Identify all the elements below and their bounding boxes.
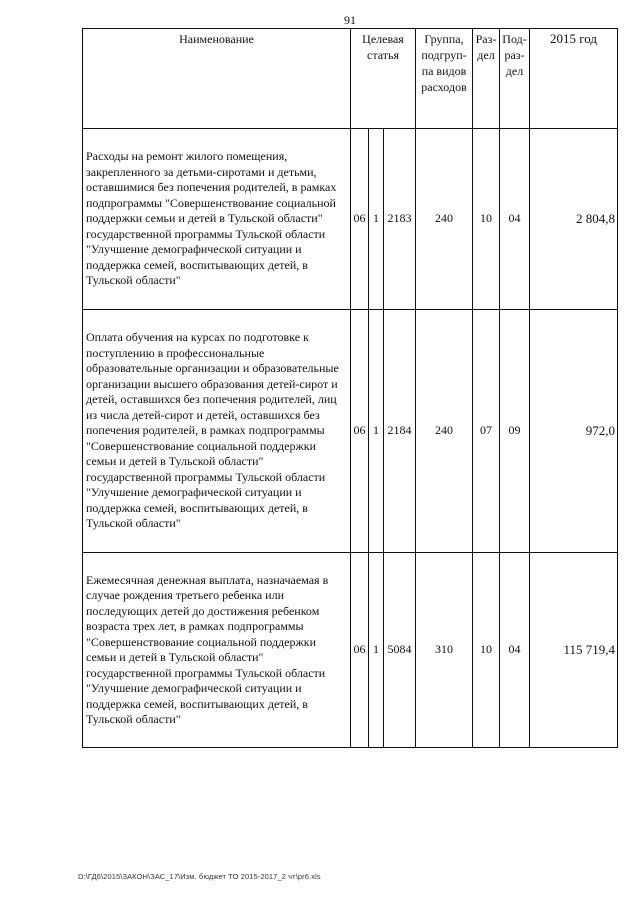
header-year: 2015 год xyxy=(530,29,618,129)
page-number: 91 xyxy=(344,13,356,27)
row-amount: 115 719,4 xyxy=(530,553,618,748)
row-subsection: 04 xyxy=(500,129,530,310)
row-article-program: 06 xyxy=(351,129,369,310)
row-name: Оплата обучения на курсах по подготовке к поступлению в профессиональные образовательные организации и образовательные организации высшего образования детей-сирот и детей, оставшихся без попечения родителей, лиц из числа детей-сирот и детей, оставшихся без попечения родителей, в рамках подпрограммы "Совершенствование социальной поддержки семьи и детей в Тульской области" государственной программы Тульской области "Улучшение демографической ситуации и поддержка семей, воспитывающих детей, в Тульской области" xyxy=(83,310,351,553)
file-path-footer: D:\ГД6\2015\ЗАКОН\ЗАС_17\Изм. бюджет ТО 2015-2017_2 чт\pr6.xls xyxy=(78,872,321,881)
table-row xyxy=(83,553,618,748)
row-article-subprogram: 1 xyxy=(369,553,384,748)
table-row xyxy=(83,129,618,310)
row-article-program: 06 xyxy=(351,310,369,553)
header-section: Раз-дел xyxy=(473,29,500,129)
row-section: 10 xyxy=(473,129,500,310)
row-name: Расходы на ремонт жилого помещения, закрепленного за детьми-сиротами и детьми, оставшимися без попечения родителей, в рамках подпрограммы "Совершенствование социальной поддержки семьи и детей в Тульской области" государственной программы Тульской области "Улучшение демографической ситуации и поддержка семей, воспитывающих детей, в Тульской области" xyxy=(83,129,351,310)
row-subsection: 04 xyxy=(500,553,530,748)
row-article-code: 5084 xyxy=(384,553,416,748)
row-article-subprogram: 1 xyxy=(369,129,384,310)
row-article-code: 2184 xyxy=(384,310,416,553)
header-name: Наименование xyxy=(83,29,351,129)
row-amount: 2 804,8 xyxy=(530,129,618,310)
row-expense-group: 240 xyxy=(416,310,473,553)
row-expense-group: 240 xyxy=(416,129,473,310)
row-article-subprogram: 1 xyxy=(369,310,384,553)
row-article-code: 2183 xyxy=(384,129,416,310)
header-expense-group: Группа, подгруп-па видов расходов xyxy=(416,29,473,129)
table-row xyxy=(83,310,618,553)
row-article-program: 06 xyxy=(351,553,369,748)
row-subsection: 09 xyxy=(500,310,530,553)
row-section: 07 xyxy=(473,310,500,553)
header-subsection: Под-раз-дел xyxy=(500,29,530,129)
header-target-article: Целевая статья xyxy=(351,29,416,129)
table-header-row xyxy=(83,29,618,129)
row-section: 10 xyxy=(473,553,500,748)
row-amount: 972,0 xyxy=(530,310,618,553)
budget-table xyxy=(82,28,618,748)
row-name: Ежемесячная денежная выплата, назначаемая в случае рождения третьего ребенка или последующих детей до достижения ребенком возраста трех лет, в рамках подпрограммы "Совершенствование социальной поддержки семьи и детей в Тульской области" государственной программы Тульской области "Улучшение демографической ситуации и поддержка семей, воспитывающих детей, в Тульской области" xyxy=(83,553,351,748)
row-expense-group: 310 xyxy=(416,553,473,748)
